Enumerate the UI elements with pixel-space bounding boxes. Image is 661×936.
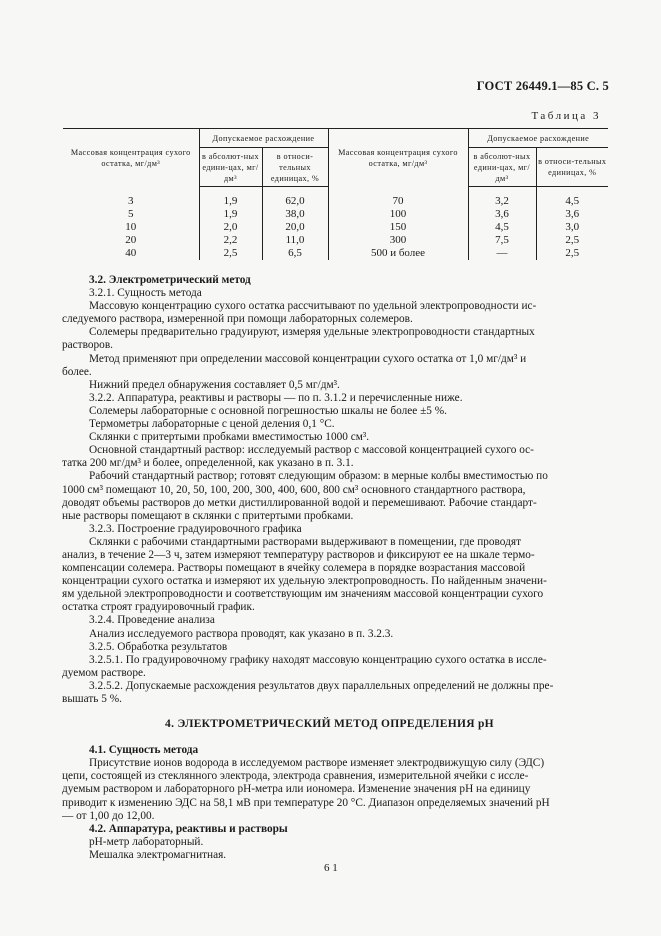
paragraph: вышать 5 %. — [62, 693, 122, 705]
paragraph: Солемеры предварительно градуируют, измеряя удельные электропроводности стандартных — [89, 326, 535, 339]
cell: 40 — [125, 247, 137, 259]
paragraph: Присутствие ионов водорода в исследуемом растворе изменяет электродвижущую силу (ЭДС) — [89, 757, 545, 770]
cell: 4,5 — [536, 187, 608, 209]
paragraph: доводят объемы растворов до метки дистиллированной водой и перемешивают. Рабочие стандарт- — [62, 496, 537, 509]
paragraph: компенсации солемера. Растворы помещают в ячейку солемера в порядке возрастания массовой — [62, 562, 526, 575]
cell: — — [468, 247, 536, 260]
cell: 20 — [125, 234, 137, 246]
paragraph: остатка строят градуировочный график. — [62, 601, 255, 614]
cell: 3 — [128, 194, 134, 207]
paragraph: Рабочий стандартный раствор; готовят следующим образом: в мерные колбы вместимостью по — [89, 470, 548, 483]
cell: 5 — [128, 208, 134, 220]
cell: 2,5 — [536, 247, 608, 260]
cell: 70 — [328, 187, 468, 209]
section-4-2-heading: 4.2. Аппаратура, реактивы и растворы — [89, 822, 288, 835]
paragraph: Солемеры лабораторные с основной погрешностью шкалы не более ±5 %. — [89, 404, 448, 417]
paragraph: более. — [62, 365, 92, 378]
cell: 11,0 — [262, 234, 328, 247]
paragraph: приводит к изменению ЭДС на 58,1 мВ при температуре 20 °С. Диапазон определяемых значений рН — [62, 796, 550, 809]
table-row — [63, 187, 608, 209]
cell: 10 — [125, 221, 137, 233]
paragraph: следуемого раствора, измеренной при помощи лабораторных солемеров. — [62, 313, 413, 326]
paragraph: ные растворы помещают в склянки с притертыми пробками. — [62, 509, 354, 522]
col-rel-header: в относи-тельных единицах, % — [262, 148, 328, 187]
paragraph: Термометры лабораторные с ценой деления 0,1 °С. — [89, 418, 335, 431]
col-abs-header-2: в абсолют-ных едини-цах, мг/дм³ — [468, 148, 536, 187]
cell: 2,5 — [536, 234, 608, 247]
paragraph: 1000 см³ помещают 10, 20, 50, 100, 200, 300, 400, 600, 800 см³ основного стандартного раствора, — [62, 483, 526, 496]
paragraph: 3.2.5.2. Допускаемые расхождения результатов двух параллельных определений не должны пре- — [89, 679, 554, 692]
table-row — [63, 208, 608, 221]
cell: 3,6 — [468, 208, 536, 221]
cell: 2,5 — [199, 247, 262, 260]
section-4-1-heading: 4.1. Сущность метода — [89, 744, 199, 757]
paragraph: дуемом растворе. — [62, 666, 146, 679]
section-3-2-3-heading: 3.2.3. Построение градуировочного графика — [89, 522, 302, 535]
paragraph: Склянки с рабочими стандартными растворами выдерживают в помещении, где проводят — [89, 535, 522, 548]
cell: 20,0 — [262, 221, 328, 234]
paragraph: концентрации сухого остатка и измеряют их удельную электропроводность. По найденным значени- — [62, 575, 547, 588]
paragraph: растворов. — [62, 339, 113, 352]
paragraph: Массовую концентрацию сухого остатка рассчитывают по удельной электропроводности ис- — [89, 300, 537, 313]
paragraph: дуемым раствором и лабораторного рН-метра или иономера. Изменение значения рН на единицу — [62, 783, 531, 796]
col-conc-header-2: Массовая концентрация сухого остатка, мг/дм³ — [328, 129, 468, 187]
cell: 500 и более — [328, 247, 468, 260]
cell: 4,5 — [468, 221, 536, 234]
cell: 2,2 — [199, 234, 262, 247]
col-conc-header: Массовая концентрация сухого остатка, мг/дм³ — [63, 129, 199, 187]
table-3 — [63, 128, 608, 260]
paragraph: цепи, состоящей из стеклянного электрода, электрода сравнения, измерительной ячейки с иссле- — [62, 770, 529, 783]
table-row — [63, 221, 608, 234]
cell: 7,5 — [468, 234, 536, 247]
body-text — [62, 274, 597, 862]
paragraph: Нижний предел обнаружения составляет 0,5 мг/дм³. — [89, 378, 340, 391]
paragraph: рН-метр лабораторный. — [89, 835, 204, 848]
section-3-2-2-heading: 3.2.2. Аппаратура, реактивы и растворы — по п. 3.1.2 и перечисленные ниже. — [89, 391, 463, 404]
cell: 1,9 — [199, 187, 262, 209]
col-abs-header: в абсолют-ных едини-цах, мг/дм³ — [199, 148, 262, 187]
cell: 1,9 — [199, 208, 262, 221]
paragraph: — от 1,00 до 12,00. — [62, 809, 155, 822]
col-group-header-2: Допускаемое расхождение — [468, 129, 608, 148]
cell: 38,0 — [262, 208, 328, 221]
section-4-heading: 4. ЭЛЕКТРОМЕТРИЧЕСКИЙ МЕТОД ОПРЕДЕЛЕНИЯ рН — [165, 718, 494, 731]
paragraph: татка 200 мг/дм³ и более, определенной, как указано в п. 3.1. — [62, 457, 354, 470]
table-caption: Таблица 3 — [531, 110, 601, 122]
cell: 100 — [328, 208, 468, 221]
paragraph: ям удельной электропроводности и соответствующим им значениям массовой концентрации сухого — [62, 588, 544, 601]
cell: 2,0 — [199, 221, 262, 234]
paragraph: Анализ исследуемого раствора проводят, как указано в п. 3.2.3. — [89, 627, 394, 640]
paragraph: Основной стандартный раствор: исследуемый раствор с массовой концентрацией сухого ос- — [89, 444, 534, 457]
cell: 62,0 — [262, 187, 328, 209]
cell: 3,2 — [468, 187, 536, 209]
paragraph: анализ, в течение 2—3 ч, затем измеряют температуру растворов и фиксируют ее на шкале термо- — [62, 548, 535, 561]
paragraph: Метод применяют при определении массовой концентрации сухого остатка от 1,0 мг/дм³ и — [89, 352, 527, 365]
table-row — [63, 234, 608, 247]
cell: 300 — [328, 234, 468, 247]
section-3-2-heading: 3.2. Электрометрический метод — [89, 274, 251, 286]
table-row — [63, 247, 608, 260]
paragraph: Склянки с притертыми пробками вместимостью 1000 см³. — [89, 431, 370, 444]
section-3-2-4-heading: 3.2.4. Проведение анализа — [89, 614, 215, 627]
col-rel-header-2: в относи-тельных единицах, % — [536, 148, 608, 187]
cell: 3,6 — [536, 208, 608, 221]
col-group-header: Допускаемое расхождение — [199, 129, 328, 148]
paragraph: 3.2.5.1. По градуировочному графику находят массовую концентрацию сухого остатка в иссле- — [89, 653, 547, 666]
page-number: 6 1 — [324, 862, 338, 874]
section-3-2-5-heading: 3.2.5. Обработка результатов — [89, 640, 228, 653]
standard-header: ГОСТ 26449.1—85 С. 5 — [476, 79, 609, 93]
cell: 6,5 — [262, 247, 328, 260]
section-3-2-1-heading: 3.2.1. Сущность метода — [89, 287, 202, 300]
cell: 3,0 — [536, 221, 608, 234]
cell: 150 — [328, 221, 468, 234]
paragraph: Мешалка электромагнитная. — [89, 848, 227, 861]
